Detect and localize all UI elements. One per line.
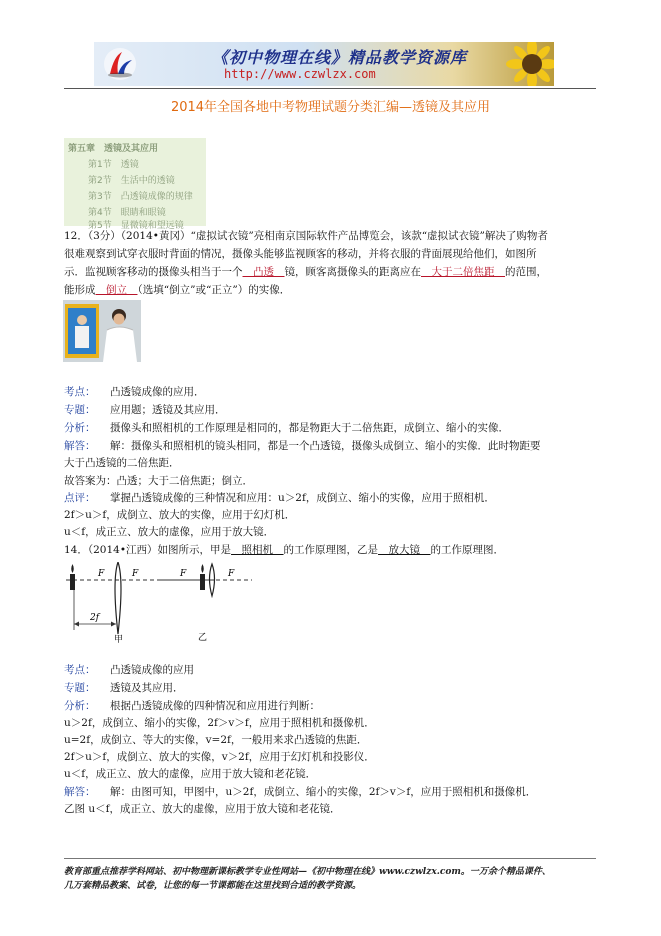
- chapter-toc: [64, 138, 206, 231]
- lens-diagram: [64, 562, 254, 644]
- q12-text: 能形成: [64, 284, 96, 296]
- toc-section: 第4节 眼睛和眼镜: [88, 208, 166, 218]
- candle-flame: [201, 564, 204, 573]
- a12-dianping-text: 掌握凸透镜成像的三种情况和应用：u＞2f，成倒立、缩小的实像，应用于照相机．: [110, 492, 495, 504]
- q12-text: 的范围，: [505, 266, 547, 278]
- focus-label: F: [180, 569, 187, 579]
- q12-text: 示．监视顾客移动的摄像头相当于一个: [64, 266, 243, 278]
- a12-fenxi: [64, 420, 509, 436]
- q14-text: 的工作原理图．: [430, 544, 505, 556]
- banner-title: 《初中物理在线》精品教学资源库: [212, 48, 468, 67]
- a14-fenxi-text: 根据凸透镜成像的四种情况和应用进行判断：: [110, 700, 320, 712]
- q14-text: 的工作原理图，乙是: [283, 544, 379, 556]
- a12-kaodian: [64, 384, 205, 400]
- footer-rule: [64, 858, 596, 859]
- page-title: 2014年全国各地中考物理试题分类汇编—透镜及其应用: [170, 100, 491, 115]
- q12-text: 镜，顾客离摄像头的距离应在: [284, 266, 421, 278]
- label-fenxi: 分析：: [64, 422, 96, 434]
- footer-line-1: 教育部重点推荐学科网站、初中物理新课标教学专业性网站—《初中物理在线》www.czwlzx.com。一万余个精品课件、: [64, 867, 551, 877]
- candle: [200, 574, 205, 590]
- distance-2f-label: 2f: [90, 613, 100, 623]
- a14-rule-4: u＜f，成正立、放大的虚像，应用于放大镜和老花镜．: [64, 768, 317, 780]
- a12-fenxi-text: 摄像头和照相机的工作原理是相同的，都是物距大于二倍焦距，成倒立、缩小的实像．: [110, 422, 509, 434]
- q12-line1: 12．（3分）（2014•黄冈）“虚拟试衣镜”亮相南京国际软件产品博览会，该款“虚拟试衣镜”解决了购物者: [64, 230, 548, 242]
- figure-yi-label: 乙: [198, 633, 208, 643]
- q12-line2: 很难观察到试穿衣服时背面的情况，摄像头能够监视顾客的移动，并将衣服的背面展现给他们，如图所: [64, 248, 537, 260]
- a12-dianping: [64, 490, 495, 506]
- a14-kaodian: [64, 662, 194, 678]
- a12-jieda-text: 解：摄像头和照相机的镜头相同，都是一个凸透镜，摄像头成倒立、缩小的实像．此时物距要: [110, 440, 541, 452]
- q12-answer-blank: 凸透: [242, 266, 285, 278]
- a12-jieda: [64, 438, 541, 454]
- a12-zhuanti: [64, 402, 226, 418]
- sunflower-image: [502, 42, 554, 86]
- a14-rule-3: 2f＞u＞f，成倒立、放大的实像，v＞2f，应用于幻灯机和投影仪．: [64, 751, 375, 763]
- a14-rule-1: u＞2f，成倒立、缩小的实像，2f＞v＞f，应用于照相机和摄像机．: [64, 717, 375, 729]
- candle-flame: [71, 564, 74, 573]
- a14-jieda: [64, 784, 536, 800]
- label-jieda: 解答：: [64, 440, 96, 452]
- a14-zhuanti-text: 透镜及其应用．: [110, 682, 184, 694]
- banner-url[interactable]: http://www.czwlzx.com: [224, 67, 376, 81]
- a14-kaodian-text: 凸透镜成像的应用: [110, 664, 194, 676]
- focus-label: F: [132, 569, 139, 579]
- focus-label: F: [228, 569, 235, 579]
- q14-answer-blank: 放大镜: [378, 544, 431, 556]
- label-dianping: 点评：: [64, 492, 96, 504]
- label-jieda: 解答：: [64, 786, 96, 798]
- a14-zhuanti: [64, 680, 184, 696]
- candle: [70, 574, 75, 590]
- toc-section: 第1节 透镜: [88, 160, 139, 170]
- label-kaodian: 考点：: [64, 664, 96, 676]
- a14-fenxi: [64, 698, 320, 714]
- a12-jieda-cont: 大于凸透镜的二倍焦距．: [64, 457, 180, 469]
- a14-rule-2: u=2f，成倒立、等大的实像，v=2f，一般用来求凸透镜的焦距．: [64, 734, 368, 746]
- header-rule: [64, 88, 596, 89]
- toc-section: 第3节 凸透镜成像的规律: [88, 192, 193, 202]
- q12-line4: [64, 282, 290, 298]
- a14-jieda-text: 解：由图可知，甲图中，u＞2f，成倒立、缩小的实像，2f＞v＞f，应用于照相机和摄像机．: [110, 786, 537, 798]
- a12-dianping-2: 2f＞u＞f，成倒立、放大的实像，应用于幻灯机．: [64, 509, 296, 521]
- toc-section: 第5节 显微镜和望远镜: [88, 221, 184, 231]
- label-zhuanti: 专题：: [64, 682, 96, 694]
- a12-zhuanti-text: 应用题；透镜及其应用．: [110, 404, 226, 416]
- a12-dianping-3: u＜f，成正立、放大的虚像，应用于放大镜．: [64, 526, 275, 538]
- footer-line-2: 几万套精品教案、试卷，让您的每一节课都能在这里找到合适的教学资源。: [64, 881, 362, 891]
- a12-kaodian-text: 凸透镜成像的应用．: [110, 386, 205, 398]
- q12-answer-blank: 大于二倍焦距: [421, 266, 505, 278]
- q14-answer-blank: 照相机: [231, 544, 284, 556]
- label-kaodian: 考点：: [64, 386, 96, 398]
- q12-line3: [64, 264, 547, 280]
- a12-final-answer: 故答案为：凸透；大于二倍焦距；倒立．: [64, 475, 253, 487]
- q14-line: [64, 542, 504, 558]
- a14-jieda-cont: 乙图 u＜f，成正立、放大的虚像，应用于放大镜和老花镜．: [64, 803, 341, 815]
- convex-lens: [115, 562, 121, 634]
- label-zhuanti: 专题：: [64, 404, 96, 416]
- q12-answer-blank: 倒立: [95, 284, 138, 296]
- virtual-mirror-photo: [63, 300, 141, 362]
- site-logo-icon: [102, 46, 138, 82]
- focus-label: F: [98, 569, 105, 579]
- q14-text: 14．（2014•江西）如图所示，甲是: [64, 544, 232, 556]
- toc-chapter: 第五章 透镜及其应用: [68, 144, 159, 154]
- label-fenxi: 分析：: [64, 700, 96, 712]
- toc-section: 第2节 生活中的透镜: [88, 176, 175, 186]
- header-banner: [94, 42, 554, 86]
- figure-jia-label: 甲: [114, 635, 124, 644]
- q12-text: （选填“倒立”或“正立”）的实像．: [137, 284, 291, 296]
